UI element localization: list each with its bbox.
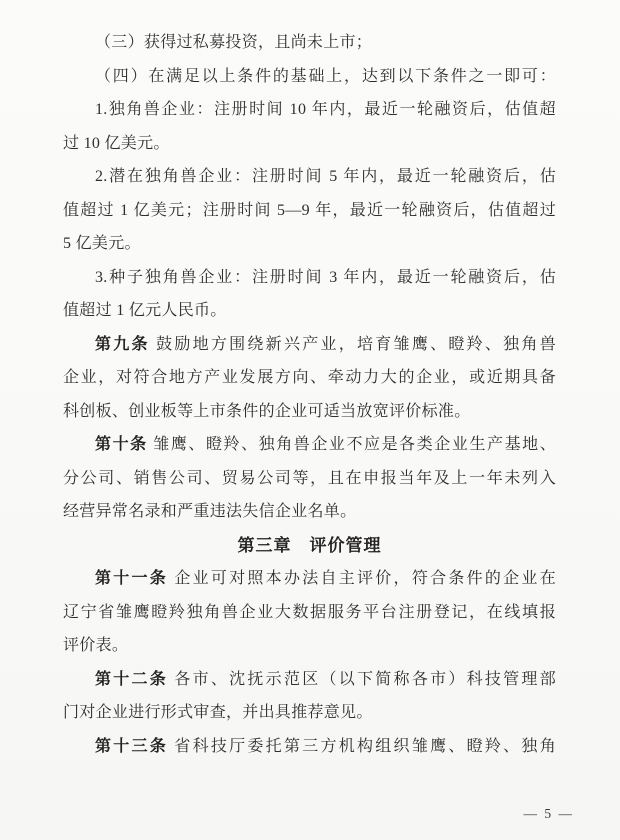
document-body — [63, 26, 556, 763]
article-number: 第十二条 — [95, 670, 169, 688]
article-number: 第十三条 — [95, 737, 169, 755]
text-line: 第十一条 企业可对照本办法自主评价，符合条件的企业在 — [95, 570, 556, 587]
text-line: （四）在满足以上条件的基础上，达到以下条件之一即可： — [95, 67, 556, 85]
text-line: 值超过 1 亿美元；注册时间 5—9 年，最近一轮融资后，估值超过 — [63, 201, 556, 219]
text-line: 第十二条 各市、沈抚示范区（以下简称各市）科技管理部 — [95, 670, 556, 688]
text-line: 经营异常名录和严重违法失信企业名单。 — [63, 503, 357, 520]
text-line: 第十三条 省科技厅委托第三方机构组织雏鹰、瞪羚、独角 — [95, 737, 556, 755]
article-number: 第十一条 — [95, 570, 169, 587]
article-number: 第九条 — [95, 335, 150, 353]
text-line: 5 亿美元。 — [63, 235, 141, 252]
page-number: — 5 — — [523, 806, 574, 821]
text-line: 3.种子独角兽企业：注册时间 3 年内，最近一轮融资后，估 — [95, 268, 556, 286]
text-line: 第九条 鼓励地方围绕新兴产业，培育雏鹰、瞪羚、独角兽 — [95, 335, 556, 353]
article-number: 第十条 — [95, 436, 148, 453]
text-line: （三）获得过私募投资，且尚未上市； — [95, 34, 373, 51]
text-line: 第十条 雏鹰、瞪羚、独角兽企业不应是各类企业生产基地、 — [95, 436, 556, 453]
chapter-heading: 第三章 评价管理 — [237, 535, 382, 555]
text-line: 辽宁省雏鹰瞪羚独角兽企业大数据服务平台注册登记，在线填报 — [63, 603, 556, 621]
text-line: 值超过 1 亿元人民币。 — [63, 302, 227, 319]
text-line: 科创板、创业板等上市条件的企业可适当放宽评价标准。 — [63, 402, 471, 420]
text-line: 分公司、销售公司、贸易公司等，且在申报当年及上一年未列入 — [63, 469, 556, 487]
text-line: 2.潜在独角兽企业：注册时间 5 年内，最近一轮融资后，估 — [95, 168, 556, 185]
text-line: 过 10 亿美元。 — [63, 134, 170, 152]
text-line: 企业，对符合地方产业发展方向、牵动力大的企业，或近期具备 — [63, 369, 556, 386]
text-line: 1.独角兽企业：注册时间 10 年内，最近一轮融资后，估值超 — [95, 101, 556, 118]
text-line: 门对企业进行形式审查，并出具推荐意见。 — [63, 704, 373, 721]
text-line: 评价表。 — [63, 637, 129, 654]
